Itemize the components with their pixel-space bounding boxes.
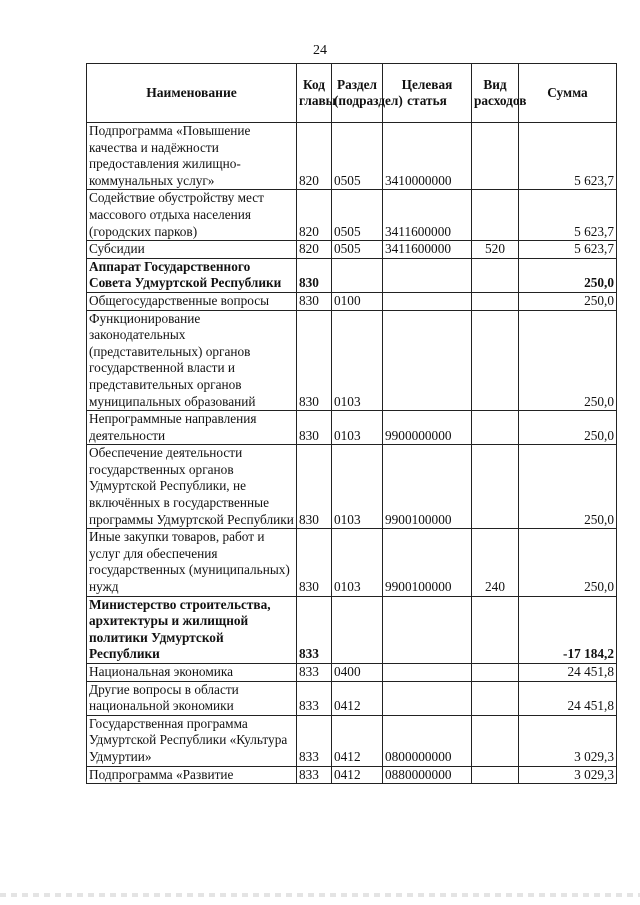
table-header-row <box>87 64 617 123</box>
cell-name: Обеспечение деятельности государственных органов Удмуртской Республики, не включённых в государственные программы Удмуртской Республики <box>87 445 297 529</box>
table-row <box>87 715 617 766</box>
cell-code: 820 <box>297 123 332 190</box>
cell-section <box>332 258 383 292</box>
cell-section: 0505 <box>332 190 383 241</box>
cell-kind <box>472 411 519 445</box>
cell-article <box>383 258 472 292</box>
cell-article: 3410000000 <box>383 123 472 190</box>
cell-kind: 240 <box>472 529 519 596</box>
table-row <box>87 310 617 411</box>
cell-article <box>383 310 472 411</box>
cell-sum: 250,0 <box>519 529 617 596</box>
cell-kind <box>472 258 519 292</box>
cell-section: 0505 <box>332 123 383 190</box>
cell-article: 0800000000 <box>383 715 472 766</box>
cell-article <box>383 292 472 310</box>
cell-kind <box>472 123 519 190</box>
cell-kind <box>472 445 519 529</box>
cell-sum: 5 623,7 <box>519 123 617 190</box>
cell-section: 0103 <box>332 445 383 529</box>
table-row <box>87 292 617 310</box>
cell-name: Государственная программа Удмуртской Республики «Культура Удмуртии» <box>87 715 297 766</box>
cell-name: Общегосударственные вопросы <box>87 292 297 310</box>
cell-kind <box>472 715 519 766</box>
cell-kind <box>472 292 519 310</box>
page-number: 24 <box>313 43 327 58</box>
cell-code: 833 <box>297 596 332 663</box>
cell-sum: 5 623,7 <box>519 241 617 259</box>
cell-article: 9900000000 <box>383 411 472 445</box>
table-row <box>87 445 617 529</box>
cell-section: 0100 <box>332 292 383 310</box>
cell-sum: 250,0 <box>519 445 617 529</box>
cell-code: 830 <box>297 411 332 445</box>
cell-name: Содействие обустройству мест массового отдыха населения (городских парков) <box>87 190 297 241</box>
cell-sum: -17 184,2 <box>519 596 617 663</box>
cell-article: 3411600000 <box>383 190 472 241</box>
cell-name: Подпрограмма «Повышение качества и надёжности предоставления жилищно-коммунальных услуг» <box>87 123 297 190</box>
table-row <box>87 190 617 241</box>
table-row <box>87 529 617 596</box>
cell-article: 9900100000 <box>383 529 472 596</box>
table-row <box>87 681 617 715</box>
scan-noise <box>0 893 640 897</box>
cell-name: Аппарат Государственного Совета Удмуртской Республики <box>87 258 297 292</box>
cell-sum: 5 623,7 <box>519 190 617 241</box>
cell-kind <box>472 664 519 682</box>
cell-sum: 24 451,8 <box>519 681 617 715</box>
cell-article: 0880000000 <box>383 766 472 784</box>
cell-code: 830 <box>297 529 332 596</box>
table-row <box>87 241 617 259</box>
cell-name: Национальная экономика <box>87 664 297 682</box>
cell-name: Субсидии <box>87 241 297 259</box>
cell-sum: 250,0 <box>519 258 617 292</box>
table-row <box>87 596 617 663</box>
header-sum: Сумма <box>519 64 617 123</box>
cell-name: Другие вопросы в области национальной экономики <box>87 681 297 715</box>
cell-section: 0400 <box>332 664 383 682</box>
cell-kind <box>472 190 519 241</box>
cell-name: Непрограммные направления деятельности <box>87 411 297 445</box>
cell-article <box>383 681 472 715</box>
cell-code: 830 <box>297 258 332 292</box>
cell-section: 0103 <box>332 411 383 445</box>
cell-article: 9900100000 <box>383 445 472 529</box>
cell-section: 0505 <box>332 241 383 259</box>
budget-table <box>86 63 617 784</box>
cell-sum: 24 451,8 <box>519 664 617 682</box>
cell-name: Функционирование законодательных (представительных) органов государственной власти и представительных органов муниципальных образований <box>87 310 297 411</box>
header-kind: Вид расходов <box>472 64 519 123</box>
cell-section <box>332 596 383 663</box>
cell-kind <box>472 310 519 411</box>
cell-code: 830 <box>297 292 332 310</box>
cell-sum: 3 029,3 <box>519 766 617 784</box>
cell-sum: 250,0 <box>519 411 617 445</box>
cell-code: 830 <box>297 445 332 529</box>
cell-section: 0412 <box>332 766 383 784</box>
cell-code: 830 <box>297 310 332 411</box>
cell-sum: 250,0 <box>519 310 617 411</box>
cell-name: Министерство строительства, архитектуры и жилищной политики Удмуртской Республики <box>87 596 297 663</box>
cell-sum: 250,0 <box>519 292 617 310</box>
header-article: Целевая статья <box>383 64 472 123</box>
cell-section: 0412 <box>332 681 383 715</box>
cell-code: 833 <box>297 681 332 715</box>
header-name: Наименование <box>87 64 297 123</box>
cell-kind: 520 <box>472 241 519 259</box>
header-code: Код главы <box>297 64 332 123</box>
cell-article <box>383 664 472 682</box>
cell-article <box>383 596 472 663</box>
cell-section: 0412 <box>332 715 383 766</box>
header-section: Раздел (подраздел) <box>332 64 383 123</box>
table-row <box>87 766 617 784</box>
cell-code: 833 <box>297 766 332 784</box>
cell-sum: 3 029,3 <box>519 715 617 766</box>
cell-kind <box>472 766 519 784</box>
cell-code: 833 <box>297 715 332 766</box>
cell-code: 820 <box>297 241 332 259</box>
cell-article: 3411600000 <box>383 241 472 259</box>
cell-name: Иные закупки товаров, работ и услуг для обеспечения государственных (муниципальных) нужд <box>87 529 297 596</box>
cell-kind <box>472 596 519 663</box>
table-row <box>87 664 617 682</box>
table-row <box>87 123 617 190</box>
table-row <box>87 258 617 292</box>
cell-kind <box>472 681 519 715</box>
table-row <box>87 411 617 445</box>
cell-section: 0103 <box>332 310 383 411</box>
cell-code: 820 <box>297 190 332 241</box>
cell-section: 0103 <box>332 529 383 596</box>
cell-name: Подпрограмма «Развитие <box>87 766 297 784</box>
cell-code: 833 <box>297 664 332 682</box>
